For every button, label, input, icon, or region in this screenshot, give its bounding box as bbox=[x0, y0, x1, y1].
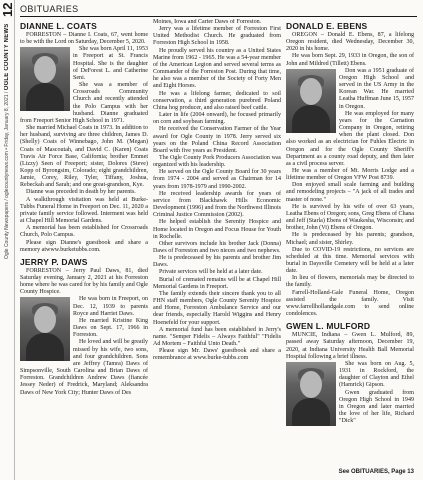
obit-text: He received the Conservation Farmer of the Year award for Ogle County in 1978. Jerry served six years on the Poland China Record Association Board with five years as President. bbox=[153, 126, 281, 154]
paper-name: OGLE COUNTY NEWS bbox=[4, 24, 10, 91]
obit-text: She married Michael Coats in 1973. In addition to her husband, surviving are three children, James D. (Shelly) Coats of Winnebago, John M. (Megan) Coats of Mascoutah, and David C. (Karen) Coats Travis Air Force Base, California; brother Emmet (Lizzy) Seen of Freeport; sister, Dolores (Steve) Kopp of Byrongsim, Colorado; eight grandchildren, Jamie, Corey, Riley, Tyler, Tiffany, Joshua, Rebeckah and Sarah; and one great-grandson, Kye. bbox=[20, 125, 148, 189]
obit-text: Other survivors include his brother Jack (Donna) Daws of Forreston and two nieces and two nephews. bbox=[153, 240, 281, 254]
obit-text: Please sign Mr. Daws' guestbook and share a remembrance at www.burke-tubbs.com bbox=[153, 348, 281, 362]
masthead-line bbox=[1, 24, 13, 474]
obit-text: He was born Sept. 29, 1933 in Oregon, the son of John and Mildred (Tillett) Ebens. bbox=[286, 53, 414, 67]
obit-text: Please sign Dianne's guestbook and share a memory atwww.burketubbs.com. bbox=[20, 239, 148, 253]
obit-text: He was a lifelong farmer, dedicated to soil conservation, a third generation purebred Poland China hog producer, and also raised beef cattle. bbox=[153, 90, 281, 111]
obit-text: He is survived by his wife of over 63 years, Leatha Ebens of Oregon; sons, Greg Ebens of Chana and Jeff (Starla) Ebens of Waukesha, Wisconsin; and brother, John (Vi) Ebens of Oregon. bbox=[286, 203, 414, 232]
obit-text: FORRESTON – Dianne I. Coats, 67, went home to be with the Lord on Saturday, December 5, 2020. bbox=[20, 32, 148, 46]
obit-text: He loved and will be greatly missed by his wife, two sons, and four grandchildren. Sons are Jeffrey (Tamra) Daws of Simpsonville, South Carolina and Brian Daws of Forreston. Grandchildren Andrew Daws (fiancée Jessey Neder) of Fredrick, Maryland; Aleksandra Daws of New York City; Hunter Daws of Des bbox=[20, 339, 148, 396]
obituary-headline-daws: JERRY P. DAWS bbox=[20, 256, 88, 267]
column-1 bbox=[20, 19, 148, 478]
obit-text: The Ogle County Pork Producers Association was organized with his leadership. bbox=[153, 154, 281, 169]
obit-text: He is predeceased by his parents and brother Jim Daws. bbox=[153, 255, 281, 269]
obit-text: Dianne was preceded in death by her parents. bbox=[26, 189, 136, 196]
obit-text: MUNCIE, Indiana – Gwen L. Mulford, 89, passed away Saturday afternoon, December 19, 2020, at Indiana University Health Ball Memorial Hospital following a brief illness. bbox=[286, 332, 414, 360]
obit-text: In lieu of flowers, memorials may be directed to the family. bbox=[286, 275, 414, 289]
obit-text: He is predeceased by his parents; grandson, Michael; and sister, Shirley. bbox=[286, 232, 414, 246]
portrait-photo-mulford bbox=[286, 362, 336, 426]
obit-text: He helped establish the Serenity Hospice and Home located in Oregon and Focus House for Youth in Rochelle. bbox=[153, 219, 281, 240]
obit-text: Don enjoyed small scale farming and building and remodeling projects – "A jack of all trades and master of none." bbox=[286, 182, 414, 203]
obit-text: Later in life (2004 onward), he focused primarily on corn and soybean farming. bbox=[153, 112, 281, 126]
obituary-headline-coats: DIANNE L. COATS bbox=[20, 21, 97, 31]
obit-text: A memorial fund has been established in Jerry's name. "Semper Fidelis – Always Faithful" "Fidelis Ad Mortem – Faithful Unto Death." bbox=[153, 326, 281, 348]
obit-text: He was employed for many years for the Carnation Company in Oregon, retiring when the plant closed. Don also worked as an electrician for Fuhles Electric in Oregon and for the Ogle County Sheriff's Department as a county road deputy, and then later as a civil process server. bbox=[286, 110, 414, 167]
obit-text: Farrell-Holland-Gale Funeral Home, Oregon assisted the family. Visit www.farrellhollandgale.com to send online condolences. bbox=[286, 289, 414, 318]
obituary-headline-ebens: DONALD E. EBENS bbox=[286, 21, 368, 31]
obit-text: He served on the Ogle County Board for 30 years from 1974 - 2004 and served as Chairman for 14 years from 1978-1979 and 1990-2002. bbox=[153, 169, 281, 190]
obit-text: She was born on Aug. 5, 1931 in Rockford, the daughter of Clayton and Ethel (Hamrick) Gipson. bbox=[339, 360, 414, 389]
portrait-photo-coats bbox=[20, 47, 70, 111]
obit-text: Gwen graduated from Oregon High School in 1949 in Oregon and later married the love of her life, Richard "Dick" bbox=[339, 389, 414, 425]
page-number: 12 bbox=[0, 2, 15, 18]
obit-text: FORRESTON – Jerry Paul Daws, 81, died Saturday evening, January 2, 2021 at his Forreston home where he was cared for by his family and Ogle County Hospice. bbox=[20, 267, 148, 296]
obit-text: He married Kristine King Daws on Sept. 17, 1966 in Forreston. bbox=[73, 317, 148, 339]
obit-text: A memorial has been established for Crossroads Church, Polo Campus. bbox=[20, 225, 148, 239]
obituary-headline-mulford: GWEN L. MULFORD bbox=[286, 321, 371, 332]
masthead-strip bbox=[0, 0, 15, 480]
continued-jump-line: See OBITUARIES, Page 13 bbox=[338, 469, 414, 475]
obit-text: Don was a 1951 graduate of Oregon High School and served in the US Army in the Korean War. He married Leatha Huffman June 15, 1957 in Oregon. bbox=[339, 67, 414, 110]
column-3 bbox=[286, 19, 414, 478]
obit-text: A walkthrough visitation was held at Burke-Tubbs Funeral Home in Freeport on Dec. 11, 2020 a private family service followed. Interment was held at Chapel Hill Memorial Gardens. bbox=[20, 196, 148, 225]
obit-text: Burial of cremated remains will be at Chapel Hill Memorial Gardens in Freeport. bbox=[153, 276, 281, 290]
portrait-photo-ebens bbox=[286, 69, 336, 133]
obit-text: Moines, Iowa and Carter Daws of Forreston. bbox=[153, 19, 262, 25]
obit-text: He was born in Freeport, on Dec. 12, 1939 to parents Royce and Harriet Daws. bbox=[73, 296, 148, 317]
obit-text: He was a member of Mt. Morris Lodge and a lifetime member of Oregon VFW Post 8739. bbox=[286, 167, 414, 182]
masthead-site-date: Ogle County Newspapers / oglecountynews.com • Friday, January 8, 2021 / bbox=[4, 92, 10, 260]
obit-text: He proudly served his country as a United States Marine from 1962 - 1965. He was a 54-year member of the American Legion and served several terms as Commander of the Forreston Post. During that time, he also was a member of the Society of Forty Men and Eight Horses. bbox=[153, 47, 281, 90]
obit-text: Jerry was a lifetime member of Forreston First United Methodist Church. He graduated from Forreston High School in 1958. bbox=[153, 26, 281, 47]
section-title: OBITUARIES bbox=[20, 4, 417, 17]
obit-text: Due to COVID-19 restrictions, no services are scheduled at this time. Memorial services with burial in Daysville Cemetery will be held at a later date. bbox=[286, 246, 414, 275]
obit-text: She was born April 11, 1953 in Freeport at St. Francis Hospital. She is the daughter of DeForest L. and Catherine Seni. bbox=[73, 46, 148, 81]
obit-text: Private services will be held at a later date. bbox=[159, 269, 263, 276]
portrait-photo-daws bbox=[20, 297, 70, 361]
obit-text: The family extends their sincere thank you to all FHN staff members, Ogle County Serenity Hospice and Home, Forreston Ambulance Service and our dear friends, especially Harold Wiggins and Henry Hoenefeld for your support. bbox=[153, 290, 281, 326]
obit-text: She was a member of Crossroads Community Church and recently attended the Polo Campus with her husband. Dianne graduated from Freeport Senior High School in 1971. bbox=[20, 82, 148, 124]
obit-text: He received leadership awards for years of service from Blackhawk Hills Economic Development (1996) and from the Northwest Illinois Criminal Justice Commission (2002). bbox=[153, 190, 281, 219]
column-2 bbox=[153, 19, 281, 478]
obit-text: OREGON – Donald E. Ebens, 87, a lifelong Oregon resident, died Wednesday, December 30, 2020 in his home. bbox=[286, 32, 414, 53]
